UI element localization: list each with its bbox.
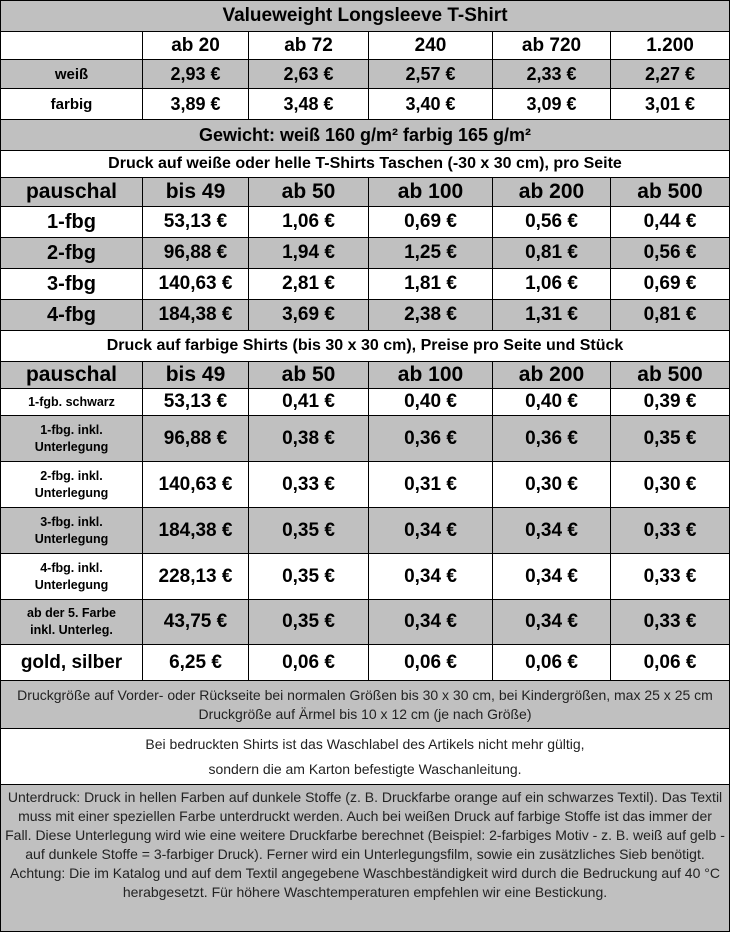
row-label: 2-fbg. inkl. Unterlegung	[1, 462, 143, 507]
price-cell: 0,34 €	[493, 600, 611, 644]
price-cell: 0,33 €	[643, 565, 697, 587]
price-cell: 0,44 €	[643, 211, 697, 232]
price-cell: 228,13 €	[143, 554, 249, 599]
price-row-white	[1, 60, 729, 89]
color-print-header-row	[1, 362, 729, 389]
price-cell: 140,63 €	[143, 462, 249, 507]
col-header: bis 49	[143, 178, 249, 206]
underprint-note-row	[1, 785, 729, 931]
price-cell: 96,88 €	[143, 238, 249, 268]
price-header-col: ab 72	[249, 32, 369, 59]
product-title: Valueweight Longsleeve T-Shirt	[222, 5, 508, 26]
size-note-row	[1, 681, 729, 729]
color-print-caption: Druck auf farbige Shirts (bis 30 x 30 cm), Preise pro Seite und Stück	[106, 337, 624, 354]
price-cell: 96,88 €	[143, 416, 249, 461]
row-label: 4-fbg. inkl. Unterlegung	[1, 554, 143, 599]
price-cell: 0,34 €	[493, 508, 611, 553]
price-header-col: ab 720	[493, 32, 611, 59]
price-cell: 0,38 €	[249, 416, 369, 461]
price-cell: 0,69 €	[643, 273, 697, 294]
price-cell: 1,06 €	[249, 207, 369, 237]
price-cell: 1,94 €	[249, 238, 369, 268]
wash-note-line: Bei bedruckten Shirts ist das Waschlabel des Artikels nicht mehr gültig,	[145, 735, 585, 752]
row-label: 1-fbg	[1, 207, 143, 237]
title-row	[1, 1, 729, 32]
price-cell: 1,31 €	[493, 300, 611, 330]
col-header: ab 500	[637, 363, 703, 386]
price-cell: 43,75 €	[143, 600, 249, 644]
col-header: ab 200	[493, 362, 611, 388]
price-cell: 0,33 €	[643, 519, 697, 541]
price-cell: 53,13 €	[143, 207, 249, 237]
wash-note-line: sondern die am Karton befestigte Waschanleitung.	[208, 760, 522, 777]
price-cell: 2,38 €	[369, 300, 493, 330]
price-cell: 2,63 €	[249, 60, 369, 88]
price-cell: 1,81 €	[369, 269, 493, 299]
size-note: Druckgröße auf Vorder- oder Rückseite bei normalen Größen bis 30 x 30 cm, bei Kindergrößen, max 25 x 25 cm Druckgröße auf Ärmel bis 10 x 12 cm (je nach Größe)	[17, 686, 713, 722]
row-label: farbig	[1, 89, 143, 119]
price-cell: 2,81 €	[249, 269, 369, 299]
price-cell: 6,25 €	[143, 645, 249, 680]
row-label: 1-fgb. schwarz	[1, 389, 143, 415]
weight-line: Gewicht: weiß 160 g/m² farbig 165 g/m²	[198, 124, 532, 145]
price-cell: 0,40 €	[493, 389, 611, 415]
price-cell: 0,35 €	[249, 600, 369, 644]
price-cell: 0,35 €	[249, 554, 369, 599]
color-print-caption-row	[1, 331, 729, 362]
price-cell: 140,63 €	[143, 269, 249, 299]
price-cell: 1,06 €	[493, 269, 611, 299]
wash-note-row	[1, 729, 729, 785]
price-cell: 0,31 €	[369, 462, 493, 507]
price-cell: 0,33 €	[249, 462, 369, 507]
price-cell: 3,09 €	[493, 89, 611, 119]
price-cell: 53,13 €	[143, 389, 249, 415]
price-cell: 3,01 €	[644, 93, 696, 114]
price-cell: 0,56 €	[643, 242, 697, 263]
price-cell: 0,36 €	[369, 416, 493, 461]
price-cell: 0,06 €	[249, 645, 369, 680]
row-label: 4-fbg	[1, 300, 143, 330]
price-cell: 3,69 €	[249, 300, 369, 330]
col-header: bis 49	[143, 362, 249, 388]
col-header: ab 100	[369, 362, 493, 388]
col-header: ab 500	[637, 180, 703, 203]
price-cell: 2,57 €	[369, 60, 493, 88]
price-cell: 0,35 €	[249, 508, 369, 553]
price-header-col: 240	[369, 32, 493, 59]
price-cell: 0,41 €	[249, 389, 369, 415]
white-print-row	[1, 269, 729, 300]
price-cell: 2,27 €	[644, 63, 696, 84]
row-label: gold, silber	[1, 645, 143, 680]
col-header: ab 50	[249, 362, 369, 388]
col-header: ab 50	[249, 178, 369, 206]
row-label: 2-fbg	[1, 238, 143, 268]
row-label: ab der 5. Farbe inkl. Unterleg.	[1, 600, 143, 644]
col-header: ab 100	[369, 178, 493, 206]
price-cell: 3,40 €	[369, 89, 493, 119]
col-header: pauschal	[1, 178, 143, 206]
row-label: 3-fbg. inkl. Unterlegung	[1, 508, 143, 553]
price-cell: 0,06 €	[369, 645, 493, 680]
white-print-row	[1, 207, 729, 238]
price-cell: 0,34 €	[369, 554, 493, 599]
color-print-row	[1, 389, 729, 416]
price-cell: 0,06 €	[493, 645, 611, 680]
white-print-caption-row	[1, 151, 729, 178]
color-print-row	[1, 645, 729, 681]
white-print-caption: Druck auf weiße oder helle T-Shirts Taschen (-30 x 30 cm), pro Seite	[108, 155, 622, 172]
underprint-note: Unterdruck: Druck in hellen Farben auf dunkele Stoffe (z. B. Druckfarbe orange auf ein schwarzes Textil). Das Textil muss mit einer speziellen Farbe unterdruckt werden. Auch bei weißen Druck auf farbige Stoffe ist das immer der Fall. Diese Unterlegung wird wie eine weitere Druckfarbe berechnet (Beispiel: 2-farbiges Motiv - z. B. weiß auf gelb - auf dunkele Stoffe = 3-farbiger Druck). Ferner wird ein Unterlegungsfilm, sowie ein zusätzliches Sieb benötigt. Achtung: Die im Katalog und auf dem Textil angegebene Waschbeständigkeit wird durch die Bedruckung auf 40 °C herabgesetzt. Für höhere Waschtemperaturen empfehlen wir eine Bestickung.	[5, 789, 725, 900]
price-cell: 0,40 €	[369, 389, 493, 415]
price-cell: 0,39 €	[643, 391, 697, 412]
color-print-row	[1, 600, 729, 645]
price-header-row	[1, 32, 729, 60]
price-cell: 0,06 €	[643, 651, 697, 673]
price-cell: 184,38 €	[143, 300, 249, 330]
color-print-row	[1, 554, 729, 600]
price-cell: 1,25 €	[369, 238, 493, 268]
row-label: weiß	[1, 60, 143, 88]
price-cell: 0,36 €	[493, 416, 611, 461]
color-print-row	[1, 462, 729, 508]
col-header: pauschal	[1, 362, 143, 388]
row-label: 3-fbg	[1, 269, 143, 299]
price-cell: 3,89 €	[143, 89, 249, 119]
price-cell: 0,30 €	[643, 473, 697, 495]
price-cell: 0,34 €	[369, 508, 493, 553]
col-header: ab 200	[493, 178, 611, 206]
wash-note	[1, 729, 729, 784]
price-cell: 0,33 €	[643, 611, 697, 632]
price-header-col: 1.200	[646, 34, 694, 56]
color-print-row	[1, 416, 729, 462]
weight-row	[1, 120, 729, 151]
price-header-col: ab 20	[143, 32, 249, 59]
price-cell: 0,35 €	[643, 427, 697, 449]
color-print-row	[1, 508, 729, 554]
price-cell: 0,69 €	[369, 207, 493, 237]
white-print-row	[1, 238, 729, 269]
price-cell: 184,38 €	[143, 508, 249, 553]
price-cell: 0,34 €	[493, 554, 611, 599]
price-cell: 0,81 €	[493, 238, 611, 268]
price-cell: 2,33 €	[493, 60, 611, 88]
row-label: 1-fbg. inkl. Unterlegung	[1, 416, 143, 461]
price-cell: 2,93 €	[143, 60, 249, 88]
price-cell: 0,56 €	[493, 207, 611, 237]
price-cell: 0,34 €	[369, 600, 493, 644]
price-header-blank	[1, 32, 143, 59]
price-cell: 0,81 €	[643, 304, 697, 325]
price-row-colored	[1, 89, 729, 120]
price-cell: 3,48 €	[249, 89, 369, 119]
price-cell: 0,30 €	[493, 462, 611, 507]
white-print-row	[1, 300, 729, 331]
white-print-header-row	[1, 178, 729, 207]
